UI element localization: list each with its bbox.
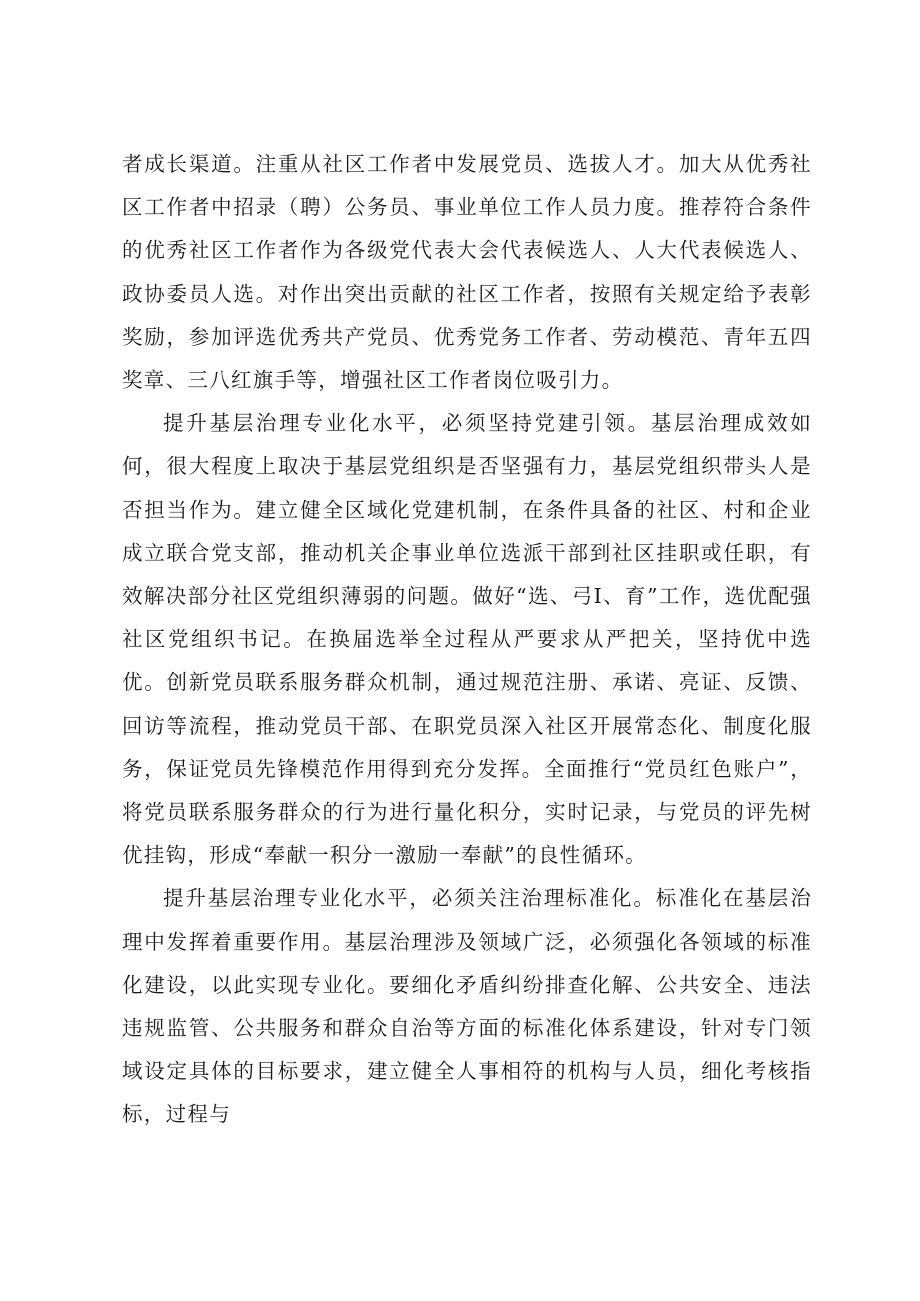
paragraph-1: 者成长渠道。注重从社区工作者中发展党员、选拔人才。加大从优秀社区工作者中招录（聘）公务员、事业单位工作人员力度。推荐符合条件的优秀社区工作者作为各级党代表大会代表候选人、人大代表候选人、政协委员人选。对作出突出贡献的社区工作者，按照有关规定给予表彰奖励，参加评选优秀共产党员、优秀党务工作者、劳动模范、青年五四奖章、三八红旗手等，增强社区工作者岗位吸引力。 <box>122 152 812 393</box>
paragraph-2: 提升基层治理专业化水平，必须坚持党建引领。基层治理成效如何，很大程度上取决于基层党组织是否坚强有力，基层党组织带头人是否担当作为。建立健全区域化党建机制，在条件具备的社区、村和企业成立联合党支部，推动机关企事业单位选派干部到社区挂职或任职，有效解决部分社区党组织薄弱的问题。做好“选、弓I、育”工作，选优配强社区党组织书记。在换届选举全过程从严要求从严把关，坚持优中选优。创新党员联系服务群众机制，通过规范注册、承诺、亮证、反馈、回访等流程，推动党员干部、在职党员深入社区开展常态化、制度化服务，保证党员先锋模范作用得到充分发挥。全面推行“党员红色账户”，将党员联系服务群众的行为进行量化积分，实时记录，与党员的评先树优挂钩，形成“奉献一积分一激励一奉献”的良性循环。 <box>122 411 812 868</box>
document-body <box>122 143 812 1137</box>
paragraph-3: 提升基层治理专业化水平，必须关注治理标准化。标准化在基层治理中发挥着重要作用。基层治理涉及领域广泛，必须强化各领域的标准化建设，以此实现专业化。要细化矛盾纠纷排查化解、公共安全、违法违规监管、公共服务和群众自治等方面的标准化体系建设，针对专门领域设定具体的目标要求，建立健全人事相符的机构与人员，细化考核指标，过程与 <box>122 886 812 1127</box>
